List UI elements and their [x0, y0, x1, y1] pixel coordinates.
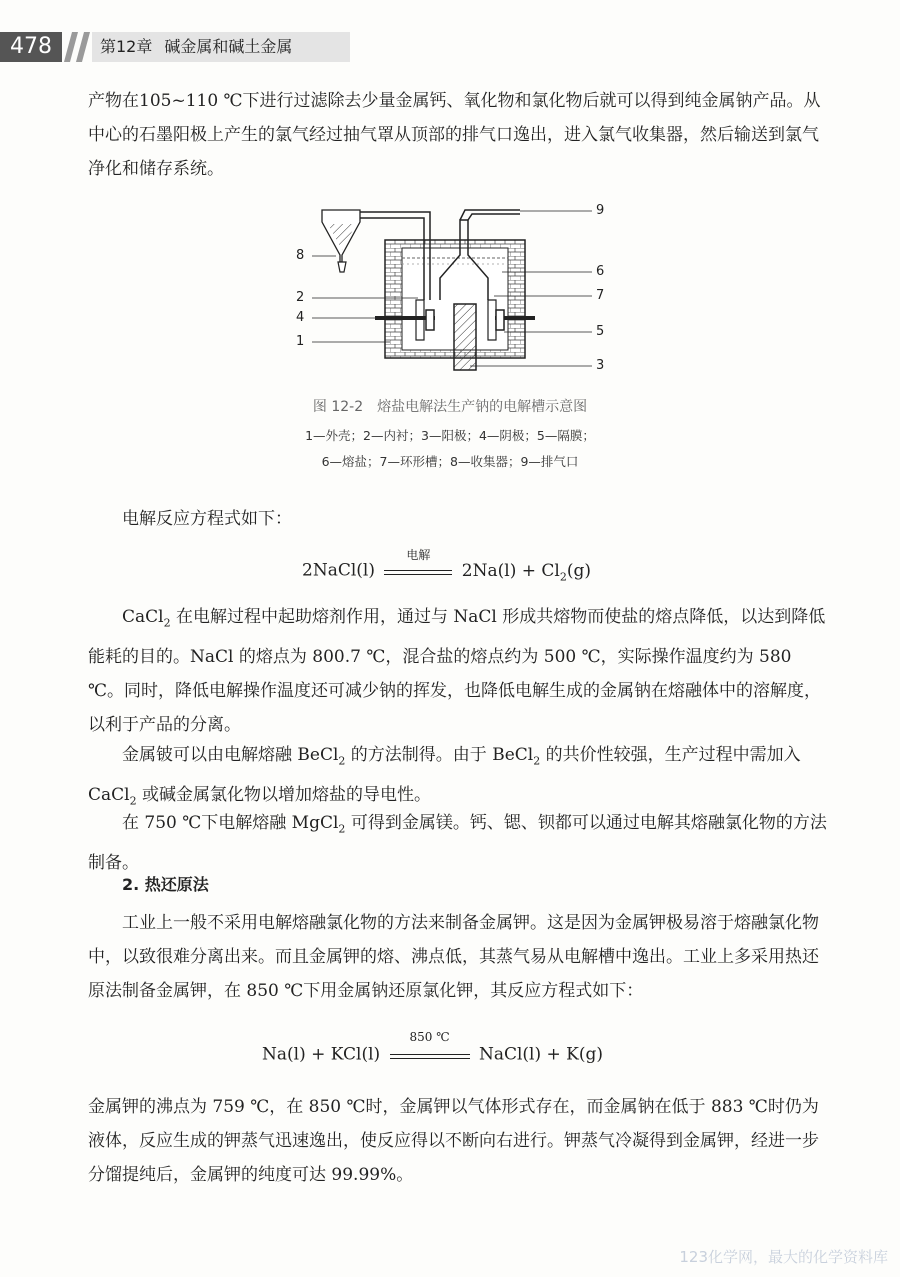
figure-legend-line-2: 6—熔盐；7—环形槽；8—收集器；9—排气口: [321, 454, 579, 469]
watermark: 123化学网，最大的化学资料库: [679, 1248, 888, 1266]
figure-label-8: 8: [296, 248, 305, 263]
paragraph-7: 金属钾的沸点为 759 ℃，在 850 ℃时，金属钾以气体形式存在，而金属钠在低于 883 ℃时仍为液体，反应生成的钾蒸气迅速逸出，使反应得以不断向右进行。钾蒸气冷凝得到金属钾，经进一步分馏提纯后，金属钾的纯度可达 99.99%。: [88, 1097, 819, 1185]
section-heading: 2. 热还原法: [122, 875, 209, 894]
equation-1-right: $2Na(l) + Cl_2(g)$: [461, 560, 591, 583]
figure-label-9: 9: [596, 203, 605, 218]
equation-1-condition: 电解: [406, 548, 431, 562]
equation-2-arrow: [390, 1030, 470, 1066]
figure-legend-line-1: 1—外壳；2—内衬；3—阳极；4—阴极；5—隔膜；: [305, 428, 595, 443]
equation-1: [302, 548, 591, 583]
chapter-title: [92, 32, 350, 62]
page-number: 478: [0, 32, 62, 62]
header-stripe: [76, 32, 90, 62]
equation-2-left: Na(l) + KCl(l): [262, 1044, 381, 1065]
equation-1-left: 2NaCl(l): [302, 560, 375, 581]
figure-label-1: 1: [296, 334, 305, 349]
paragraph-4: 金属铍可以由电解熔融 BeCl$_2$ 的方法制得。由于 BeCl$_2$ 的共价性较强，生产过程中需加入 CaCl$_2$ 或碱金属氯化物以增加熔盐的导电性。: [88, 745, 801, 808]
paragraph-2: 电解反应方程式如下：: [122, 509, 292, 529]
equation-2: [262, 1030, 604, 1066]
page-header: [0, 30, 900, 64]
figure-caption: 图 12-2 熔盐电解法生产钠的电解槽示意图: [312, 399, 588, 415]
paragraph-5: 在 750 ℃下电解熔融 MgCl$_2$ 可得到金属镁。钙、锶、钡都可以通过电解其熔融氯化物的方法制备。: [88, 813, 827, 874]
figure-label-6: 6: [596, 264, 605, 279]
electrolytic-cell-figure: [290, 200, 620, 390]
figure-label-5: 5: [596, 324, 605, 339]
equation-2-condition: 850 ℃: [409, 1030, 450, 1044]
figure-label-4: 4: [296, 310, 305, 325]
paragraph-3: CaCl$_2$ 在电解过程中起助熔剂作用，通过与 NaCl 形成共熔物而使盐的熔点降低，以达到降低能耗的目的。NaCl 的熔点为 800.7 ℃，混合盐的熔点约为 500 ℃，实际操作温度约为 580 ℃。同时，降低电解操作温度还可减少钠的挥发，也降低电解生成的金属钠在熔融体中的溶解度，以利于产品的分离。: [88, 607, 826, 736]
equation-1-arrow: [384, 548, 452, 582]
equation-2-right: NaCl(l) + K(g): [478, 1044, 604, 1065]
paragraph-6: 工业上一般不采用电解熔融氯化物的方法来制备金属钾。这是因为金属钾极易溶于熔融氯化物中，以致很难分离出来。而且金属钾的熔、沸点低，其蒸气易从电解槽中逸出。工业上多采用热还原法制备金属钾，在 850 ℃下用金属钠还原氯化钾，其反应方程式如下：: [88, 913, 819, 1001]
figure-label-2: 2: [296, 290, 305, 305]
figure-label-3: 3: [596, 358, 605, 373]
header-stripe: [64, 32, 78, 62]
figure-label-7: 7: [596, 288, 605, 303]
chapter-number: 第12章: [100, 37, 153, 56]
chapter-name: 碱金属和碱土金属: [164, 37, 293, 56]
anode: [454, 304, 476, 370]
paragraph-1: 产物在105~110 ℃下进行过滤除去少量金属钙、氧化物和氯化物后就可以得到纯金属钠产品。从中心的石墨阳极上产生的氯气经过抽气罩从顶部的排气口逸出，进入氯气收集器，然后输送到氯气净化和储存系统。: [88, 91, 821, 179]
